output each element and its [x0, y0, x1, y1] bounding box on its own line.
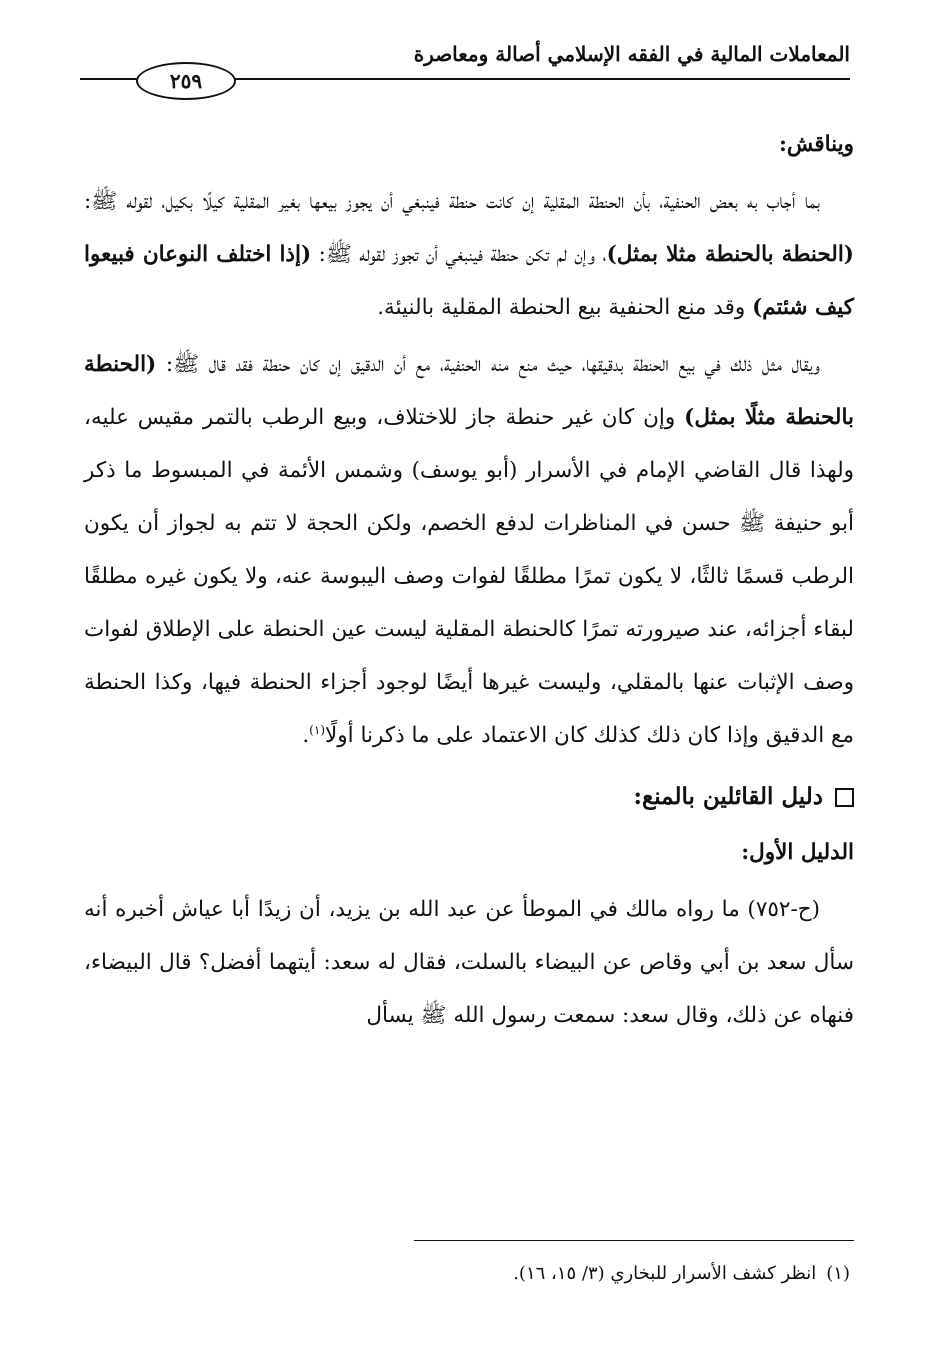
paragraph-1 — [84, 175, 854, 334]
footnote-ref[interactable]: (١) — [309, 722, 325, 737]
hadith-quote-2: (إذا اختلف النوعان فبيعوا كيف شئتم) — [84, 242, 854, 320]
paragraph-3: (ح-٧٥٢) ما رواه مالك في الموطأ عن عبد الله بن يزيد، أن زيدًا أبا عياش أخبره أنه سأل سعد بن أبي وقاص عن البيضاء بالسلت، فقال له سعد: أيتهما أفضل؟ قال البيضاء، فنهاه عن ذلك، وقال سعد: سمعت رسول الله ﷺ يسأل — [84, 897, 854, 1028]
footnote-text: انظر كشف الأسرار للبخاري (٣/ ١٥، ١٦). — [513, 1263, 817, 1284]
p1-text-c: ، وإن لم تكن حنطة فينبغي أن تجوز لقوله ﷺ: — [311, 242, 607, 267]
square-bullet-icon — [835, 788, 854, 807]
footnote-rule — [414, 1240, 854, 1241]
section-heading-text: دليل القائلين بالمنع: — [633, 783, 823, 810]
paragraph-2 — [84, 338, 854, 762]
p2-text-a: ويقال مثل ذلك في بيع الحنطة بدقيقها، حيث منع منه الحنفية، مع أن الدقيق إن كان حنطة فقد قال ﷺ: — [156, 352, 820, 377]
page-content — [84, 118, 854, 1042]
subheading-first-evidence: الدليل الأول: — [741, 840, 854, 865]
p2-text-end: . — [302, 723, 310, 748]
hadith-quote-1: (الحنطة بالحنطة مثلا بمثل) — [606, 242, 854, 267]
p2-text-c: وإن كان غير حنطة جاز للاختلاف، وبيع الرطب بالتمر مقيس عليه، ولهذا قال القاضي الإمام في الأسرار (أبو يوسف) وشمس الأئمة في المبسوط ما ذكر أبو حنيفة ﷺ حسن في المناظرات لدفع الخصم، ولكن الحجة لا تتم به لجواز أن يكون الرطب قسمًا ثالثًا، لا يكون تمرًا مطلقًا لفوات وصف اليبوسة عنه، ولا يكون غيره مطلقًا لبقاء أجزائه، عند صيرورته تمرًا كالحنطة المقلية ليست عين الحنطة على الإطلاق لفوات وصف الإثبات عنها بالمقلي، وليست غيرها أيضًا لوجود أجزاء الحنطة فيها، وكذا الحنطة مع الدقيق وإذا كان ذلك كذلك كان الاعتماد على ما ذكرنا أولًا — [84, 405, 854, 748]
p1-text-e: وقد منع الحنفية بيع الحنطة المقلية بالنيئة. — [377, 295, 753, 320]
section-heading — [84, 768, 854, 826]
footnote-number: (١) — [826, 1263, 850, 1284]
footnote — [84, 1256, 850, 1292]
hadith-quote-3: (الحنطة بالحنطة مثلًا بمثل) — [84, 352, 854, 430]
running-title: المعاملات المالية في الفقه الإسلامي أصالة ومعاصرة — [413, 42, 850, 66]
subheading-discussion: ويناقش: — [778, 132, 854, 157]
page-number: ٢٥٩ — [136, 62, 236, 100]
p1-text-a: بما أجاب به بعض الحنفية، بأن الحنطة المقلية إن كانت حنطة فينبغي أن يجوز بيعها بغير المقلية كيلًا بكيل، لقوله ﷺ: — [84, 189, 820, 214]
